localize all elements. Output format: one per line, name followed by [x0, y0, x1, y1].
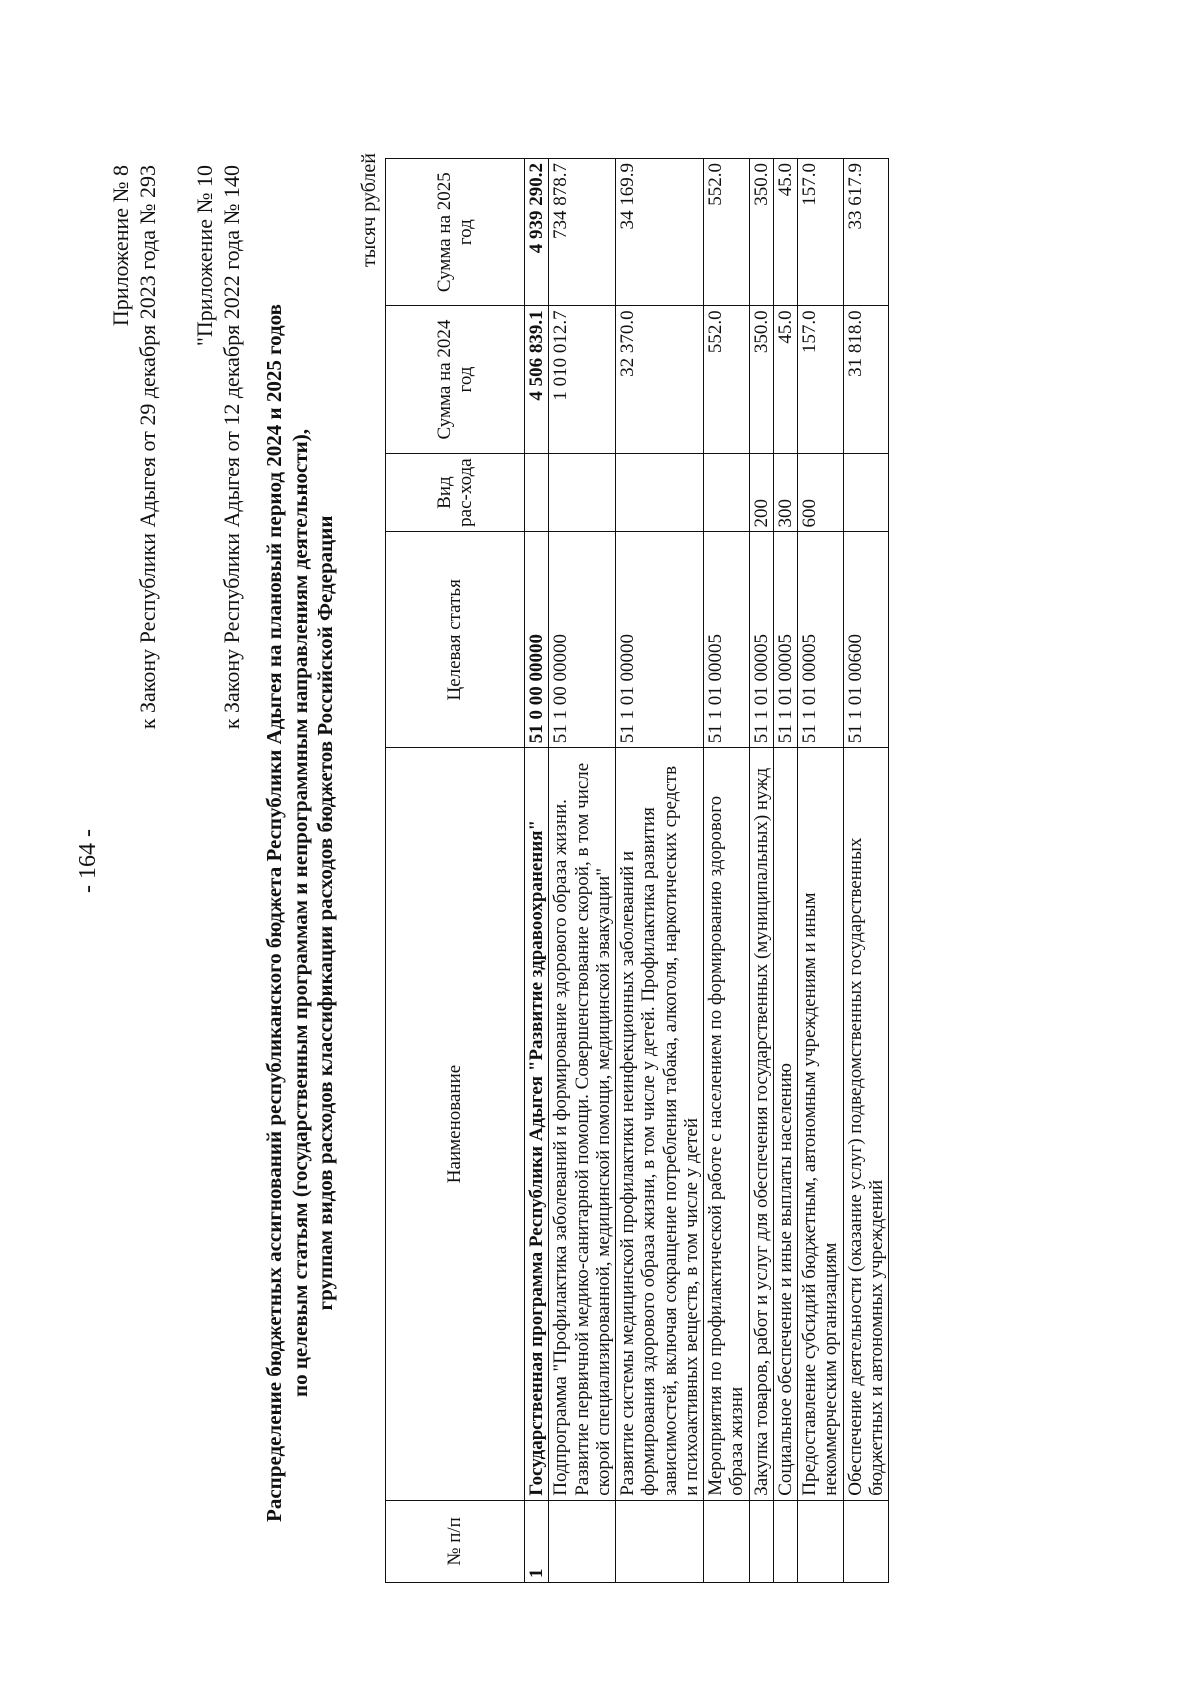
cell-type — [616, 453, 704, 532]
cell-name: Мероприятия по профилактической работе с населением по формированию здорового образа жизни — [704, 748, 750, 1501]
header-type: Вид рас-хода — [386, 453, 525, 532]
table-row — [549, 159, 616, 1583]
cell-num — [773, 1500, 797, 1582]
appendix-current — [108, 165, 162, 1593]
appendix-original-law: к Закону Республики Адыгея от 12 декабря 2022 года № 140 — [218, 165, 244, 730]
cell-type — [704, 453, 750, 532]
cell-type — [843, 453, 889, 532]
cell-sum-2025: 350.0 — [749, 159, 773, 306]
cell-code: 51 1 01 00005 — [749, 532, 773, 748]
cell-sum-2025: 45.0 — [773, 159, 797, 306]
header-code: Целевая статья — [386, 532, 525, 748]
appendix-current-law: к Закону Республики Адыгея от 29 декабря 2023 года № 293 — [134, 165, 160, 730]
table-row — [798, 159, 844, 1583]
cell-name: Подпрограмма "Профилактика заболеваний и формирование здорового образа жизни. Развитие первичной медико-санитарной помощи. Совершенствование скорой, в том числе скорой специализированной, медицинской помощи, медицинской эвакуации" — [549, 748, 616, 1501]
cell-code: 51 1 01 00005 — [773, 532, 797, 748]
cell-name: Предоставление субсидий бюджетным, автономным учреждениям и иным некоммерческим организациям — [798, 748, 844, 1501]
cell-sum-2024: 350.0 — [749, 306, 773, 453]
cell-sum-2025: 4 939 290.2 — [525, 159, 549, 306]
cell-sum-2025: 734 878.7 — [549, 159, 616, 306]
table-header-row — [386, 159, 525, 1583]
header-sum-2024: Сумма на 2024 год — [386, 306, 525, 453]
table-row — [843, 159, 889, 1583]
cell-sum-2024: 32 370.0 — [616, 306, 704, 453]
cell-num — [843, 1500, 889, 1582]
table-row — [616, 159, 704, 1583]
cell-sum-2025: 34 169.9 — [616, 159, 704, 306]
cell-sum-2024: 45.0 — [773, 306, 797, 453]
title-line-3: группам видов расходов классификации расходов бюджетов Российской Федерации — [313, 515, 338, 1311]
table-row — [525, 159, 549, 1583]
appendix-current-title: Приложение № 8 — [108, 165, 133, 327]
cell-type: 200 — [749, 453, 773, 532]
cell-sum-2025: 552.0 — [704, 159, 750, 306]
cell-sum-2024: 31 818.0 — [843, 306, 889, 453]
table-row — [749, 159, 773, 1583]
cell-code: 51 0 00 00000 — [525, 532, 549, 748]
cell-code: 51 1 01 00600 — [843, 532, 889, 748]
cell-code: 51 1 01 00005 — [798, 532, 844, 748]
cell-code: 51 1 01 00005 — [704, 532, 750, 748]
cell-num — [704, 1500, 750, 1582]
cell-sum-2025: 33 617.9 — [843, 159, 889, 306]
cell-num — [749, 1500, 773, 1582]
header-sum-2025: Сумма на 2025 год — [386, 159, 525, 306]
appendix-original — [192, 165, 246, 1593]
cell-type — [549, 453, 616, 532]
cell-sum-2024: 157.0 — [798, 306, 844, 453]
budget-table — [385, 158, 889, 1583]
cell-sum-2024: 552.0 — [704, 306, 750, 453]
header-num: № п/п — [386, 1500, 525, 1582]
cell-code: 51 1 00 00000 — [549, 532, 616, 748]
cell-num: 1 — [525, 1500, 549, 1582]
cell-sum-2024: 1 010 012.7 — [549, 306, 616, 453]
cell-name: Развитие системы медицинской профилактики неинфекционных заболеваний и формирования здорового образа жизни, в том числе у детей. Профилактика развития зависимостей, включая сокращение потребления табака, алкоголя, наркотических средств и психоактивных веществ, в том числе у детей — [616, 748, 704, 1501]
cell-num — [616, 1500, 704, 1582]
cell-num — [798, 1500, 844, 1582]
table-row — [773, 159, 797, 1583]
header-name: Наименование — [386, 748, 525, 1501]
cell-name: Социальное обеспечение и иные выплаты населению — [773, 748, 797, 1501]
title-line-1: Распределение бюджетных ассигнований республиканского бюджета Республики Адыгея на плановый период 2024 и 2025 годов — [262, 304, 286, 1522]
cell-type: 600 — [798, 453, 844, 532]
appendix-original-title: "Приложение № 10 — [192, 165, 217, 347]
cell-type — [525, 453, 549, 532]
document-title — [262, 283, 339, 1543]
units-label: тысяч рублей — [358, 153, 380, 268]
cell-name: Закупка товаров, работ и услуг для обеспечения государственных (муниципальных) нужд — [749, 748, 773, 1501]
page-number: - 164 - — [75, 829, 101, 893]
table-row — [704, 159, 750, 1583]
cell-num — [549, 1500, 616, 1582]
cell-name: Обеспечение деятельности (оказание услуг) подведомственных государственных бюджетных и автономных учреждений — [843, 748, 889, 1501]
cell-sum-2025: 157.0 — [798, 159, 844, 306]
cell-type: 300 — [773, 453, 797, 532]
cell-sum-2024: 4 506 839.1 — [525, 306, 549, 453]
cell-name: Государственная программа Республики Адыгея "Развитие здравоохранения" — [525, 748, 549, 1501]
cell-code: 51 1 01 00000 — [616, 532, 704, 748]
title-line-2: по целевым статьям (государственным программам и непрограммным направлениям деятельности), — [287, 428, 312, 1398]
